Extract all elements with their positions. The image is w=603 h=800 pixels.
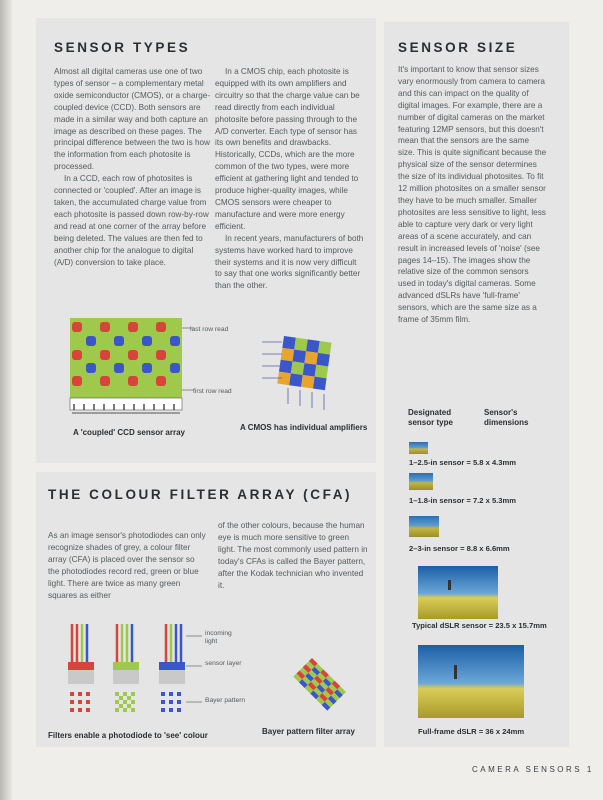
mini-bayer-green — [115, 692, 135, 712]
sensor-size-fullframe: Full-frame dSLR = 36 x 24mm — [418, 727, 525, 736]
caption-ccd: A 'coupled' CCD sensor array — [73, 428, 185, 437]
sensor-types-title: SENSOR TYPES — [54, 40, 191, 55]
incoming-light-arrows — [72, 624, 181, 664]
header-sensor-type: Designated sensor type — [408, 408, 453, 427]
sensor-types-col1-para2: In a CCD, each row of photosites is connected or 'coupled'. After an image is taken, the accumulated charge value from each photosite is passed down row-by-row and read at one corner of the array before being deleted. The values are then fed to another chip for the analogue to digital (A/D) conversion to take place. — [54, 174, 209, 267]
label-sensor-layer: sensor layer — [205, 660, 242, 667]
cmos-diagram — [262, 332, 372, 407]
sensor-types-col1-para1: Almost all digital cameras use one of two types of sensor – a complementary metal oxide semiconductor (CMOS), or a charge-coupled device (CCD). Both sensors are made in a similar way and both capture an image as described on these pages. The principal difference between the two is how the information from each photosite is processed. — [54, 67, 211, 172]
sensor-size-2: 1–1.8-in sensor = 7.2 x 5.3mm — [409, 496, 517, 505]
sensor-size-1: 1–2.5-in sensor = 5.8 x 4.3mm — [409, 458, 517, 467]
sensor-types-col1 — [54, 66, 212, 268]
sensor-thumb-2 — [409, 473, 433, 490]
label-incoming-light: incoming light — [205, 630, 232, 645]
mini-bayer-blue — [161, 692, 181, 712]
tree-dslr — [448, 580, 451, 590]
sensor-size-dslr: Typical dSLR sensor = 23.5 x 15.7mm — [412, 621, 547, 630]
label-bayer-pattern: Bayer pattern — [205, 697, 246, 704]
cfa-title: THE COLOUR FILTER ARRAY (CFA) — [48, 487, 353, 502]
sensor-thumb-dslr — [418, 566, 498, 619]
filter-diagram — [66, 624, 206, 724]
mini-bayer-red — [70, 692, 90, 712]
sensor-thumb-3 — [409, 516, 439, 537]
cfa-col2: of the other colours, because the human eye is much more sensitive to green light. The most commonly used pattern in today's CFAs is called the Bayer pattern, after the Kodak technician who invented it. — [218, 521, 368, 590]
header-dimensions: Sensor's dimensions — [484, 408, 529, 427]
caption-cmos: A CMOS has individual amplifiers — [240, 423, 368, 432]
tree-fullframe — [454, 665, 457, 679]
sensor-types-col2-para2: In recent years, manufacturers of both systems have worked hard to improve their systems and it is now very difficult to say that one works significantly better than the other. — [215, 233, 364, 291]
caption-bayer: Bayer pattern filter array — [262, 727, 355, 736]
ccd-label-last-row: last row read — [190, 326, 229, 333]
page-footer: CAMERA SENSORS 1 — [472, 765, 594, 774]
sensor-size-body: It's important to know that sensor sizes vary enormously from camera to camera and this can impact on the quality of digital images. For example, there are a number of digital cameras on the market featuring 12MP sensors, but this doesn't mean that the sensors are the same size. This is quite significant because the physical size of the sensor determines the size of its individual photosites. To fit 12 million photosites on a smaller sensor they have to be much smaller. Smaller photosites are less sensitive to light, less able to capture very dark or very light areas of a scene accurately, and can result in increased levels of 'noise' (see pages 14–15). The images show the relative size of the common sensors used in today's digital cameras. Some advanced dSLRs have 'full-frame' sensors, which are the same size as a frame of 35mm film. — [398, 65, 547, 325]
sensor-size-title: SENSOR SIZE — [398, 40, 518, 55]
sensor-size-3: 2–3-in sensor = 8.8 x 6.6mm — [409, 544, 510, 553]
cfa-col1: As an image sensor's photodiodes can only recognize shades of grey, a colour filter array (CFA) is placed over the sensor so the photodiodes record red, green or blue light. There are twice as many green squares as either — [48, 531, 206, 600]
ccd-diagram — [70, 318, 200, 418]
bayer-array-diagram — [262, 654, 362, 714]
sensor-thumb-1 — [409, 442, 428, 454]
caption-filters: Filters enable a photodiode to 'see' colour — [48, 731, 208, 740]
sensor-thumb-fullframe — [418, 645, 524, 718]
sensor-types-col2-para1: In a CMOS chip, each photosite is equipped with its own amplifiers and circuitry so that the charge value can be read directly from each individual photosite before passing through to the A/D converter. Each type of sensor has its own benefits and drawbacks. Historically, CCDs, which are the more common of the two types, were more efficient at gathering light and tended to produce higher-quality images, while CMOS sensors were cheaper to manufacture and were more energy efficient. — [215, 67, 360, 231]
sensor-types-col2 — [215, 66, 365, 292]
ccd-label-first-row: first row read — [193, 388, 232, 395]
